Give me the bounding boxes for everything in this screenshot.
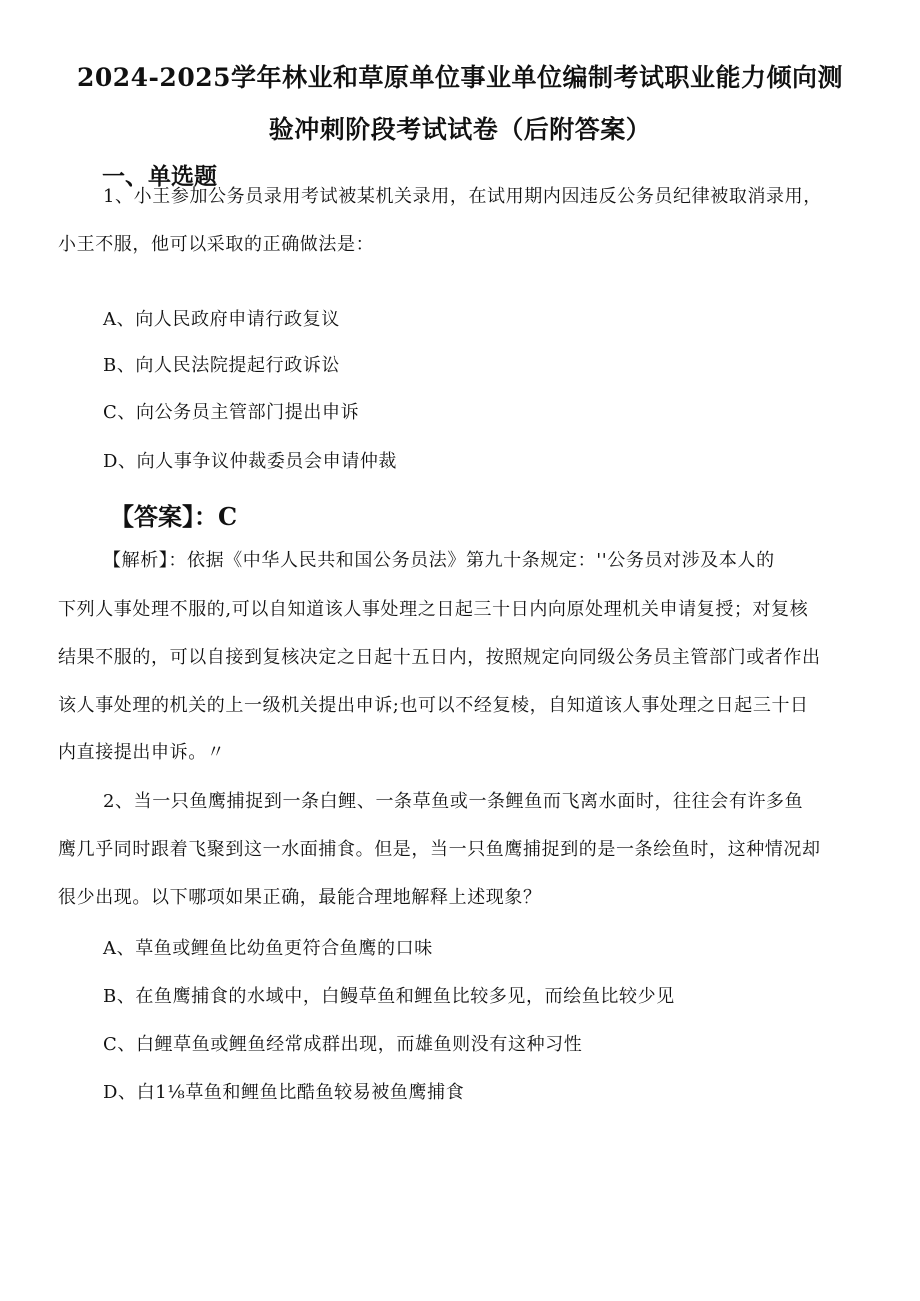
question-1-analysis-line5: 内直接提出申诉。〃 (58, 742, 226, 763)
question-2-option-d: D、白1⅛草鱼和鲤鱼比酷鱼较易被鱼鹰捕食 (103, 1082, 465, 1103)
question-2-option-c: C、白鲤草鱼或鲤鱼经常成群出现，而雄鱼则没有这种习性 (103, 1034, 583, 1055)
question-2-text-line3: 很少出现。以下哪项如果正确，最能合理地解释上述现象？ (58, 887, 542, 908)
question-1-analysis-line1: 【解析】：依据《中华人民共和国公务员法》第九十条规定：''公务员对涉及本人的 (103, 550, 775, 571)
question-1-answer: 【答案】：C (110, 502, 238, 531)
question-2-text-line2: 鹰几乎同时跟着飞聚到这一水面捕食。但是，当一只鱼鹰捕捉到的是一条绘鱼时，这种情况却 (58, 839, 821, 860)
document-title-line2: 验冲刺阶段考试试卷（后附答案） (268, 115, 652, 144)
section-heading: 一、单选题 (102, 164, 217, 190)
question-2-text-line1: 2、当一只鱼鹰捕捉到一条白鲤、一条草鱼或一条鲤鱼而飞离水面时，往往会有许多鱼 (103, 791, 804, 812)
question-1-text-line2: 小王不服，他可以采取的正确做法是： (58, 234, 375, 255)
question-1-option-b: B、向人民法院提起行政诉讼 (103, 355, 341, 376)
question-1-analysis-line4: 该人事处理的机关的上一级机关提出申诉;也可以不经复棱，自知道该人事处理之日起三十日 (58, 695, 809, 716)
question-1-analysis-line2: 下列人事处理不服的,可以自知道该人事处理之日起三十日内向原处理机关申请复授；对复核 (58, 599, 809, 620)
question-1-option-d: D、向人事争议仲裁委员会申请仲裁 (103, 451, 398, 472)
question-1-option-c: C、向公务员主管部门提出申诉 (103, 402, 360, 423)
question-1-option-a: A、向人民政府申请行政复议 (103, 309, 340, 330)
question-2-option-b: B、在鱼鹰捕食的水域中，白鳗草鱼和鲤鱼比较多见，而绘鱼比较少见 (103, 986, 675, 1007)
document-title-line1: 2024-2025学年林业和草原单位事业单位编制考试职业能力倾向测 (76, 63, 844, 92)
question-1-text-line1: 1、小王参加公务员录用考试被某机关录用，在试用期内因违反公务员纪律被取消录用， (103, 186, 822, 207)
question-1-analysis-line3: 结果不服的，可以自接到复核决定之日起十五日内，按照规定向同级公务员主管部门或者作出 (58, 647, 821, 668)
question-2-option-a: A、草鱼或鲤鱼比幼鱼更符合鱼鹰的口味 (103, 938, 433, 959)
